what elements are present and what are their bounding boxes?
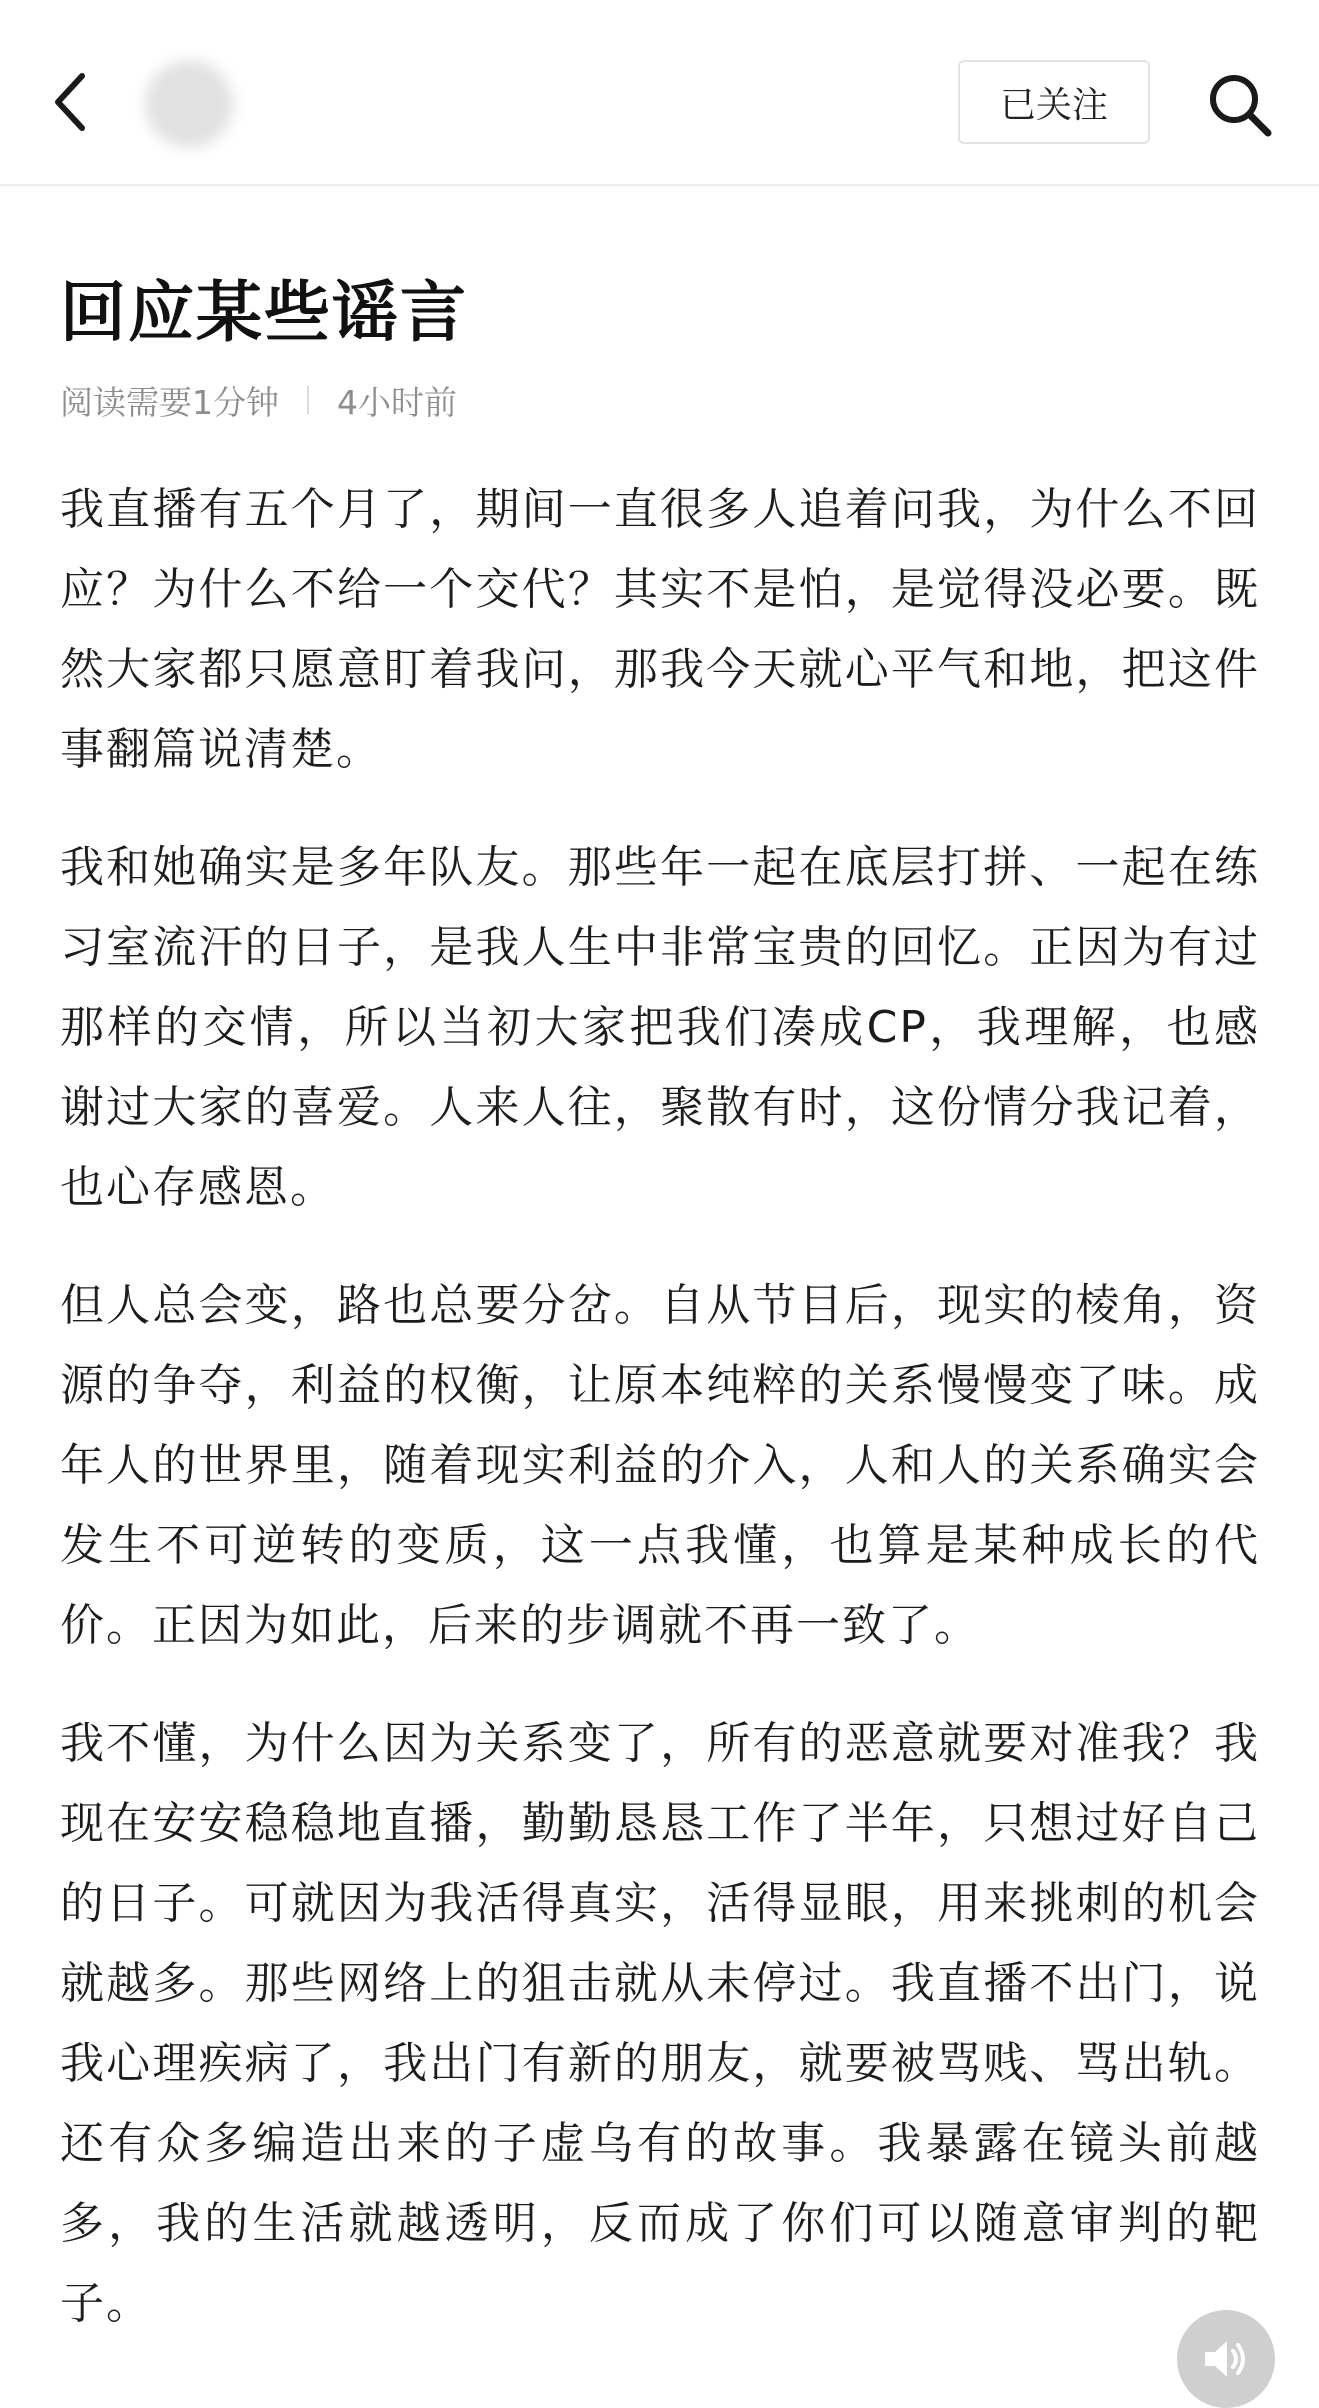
- account-info-blurred[interactable]: [145, 60, 255, 148]
- paragraph: 我直播有五个月了，期间一直很多人追着问我，为什么不回应？为什么不给一个交代？其实不是怕，是觉得没必要。既然大家都只愿意盯着我问，那我今天就心平气和地，把这件事翻篇说清楚。: [60, 484, 1260, 775]
- search-button[interactable]: [1200, 65, 1280, 145]
- top-navigation-bar: [0, 0, 1319, 186]
- paragraph: 我和她确实是多年队友。那些年一起在底层打拼、一起在练习室流汗的日子，是我人生中非常宝贵的回忆。正因为有过那样的交情，所以当初大家把我们凑成CP，我理解，也感谢过大家的喜爱。人来人往，聚散有时，这份情分我记着，也心存感恩。: [60, 842, 1260, 1213]
- article: [60, 186, 1260, 2382]
- article-title: 回应某些谣言: [60, 274, 468, 351]
- avatar: [145, 60, 233, 148]
- paragraph: 但人总会变，路也总要分岔。自从节目后，现实的棱角，资源的争夺，利益的权衡，让原本纯粹的关系慢慢变了味。成年人的世界里，随着现实利益的介入，人和人的关系确实会发生不可逆转的变质，这一点我懂，也算是某种成长的代价。正因为如此，后来的步调就不再一致了。: [60, 1280, 1260, 1651]
- publish-time: 4小时前: [337, 382, 457, 422]
- back-button[interactable]: [40, 62, 100, 142]
- article-meta: [60, 378, 1260, 422]
- speaker-icon: [1201, 2337, 1251, 2381]
- paragraph: 我不懂，为什么因为关系变了，所有的恶意就要对准我？我现在安安稳稳地直播，勤勤恳恳工作了半年，只想过好自己的日子。可就因为我活得真实，活得显眼，用来挑刺的机会就越多。那些网络上的狙击就从未停过。我直播不出门，说我心理疾病了，我出门有新的朋友，就要被骂贱、骂出轨。还有众多编造出来的子虚乌有的故事。我暴露在镜头前越多，我的生活就越透明，反而成了你们可以随意审判的靶子。: [60, 1718, 1260, 2329]
- chevron-left-icon: [50, 70, 90, 134]
- article-body: [60, 470, 1260, 2344]
- read-time: 阅读需要1分钟: [60, 382, 279, 422]
- search-icon: [1206, 71, 1274, 139]
- audio-playback-button[interactable]: [1177, 2310, 1275, 2408]
- following-button[interactable]: 已关注: [958, 60, 1150, 144]
- meta-divider: [307, 386, 309, 414]
